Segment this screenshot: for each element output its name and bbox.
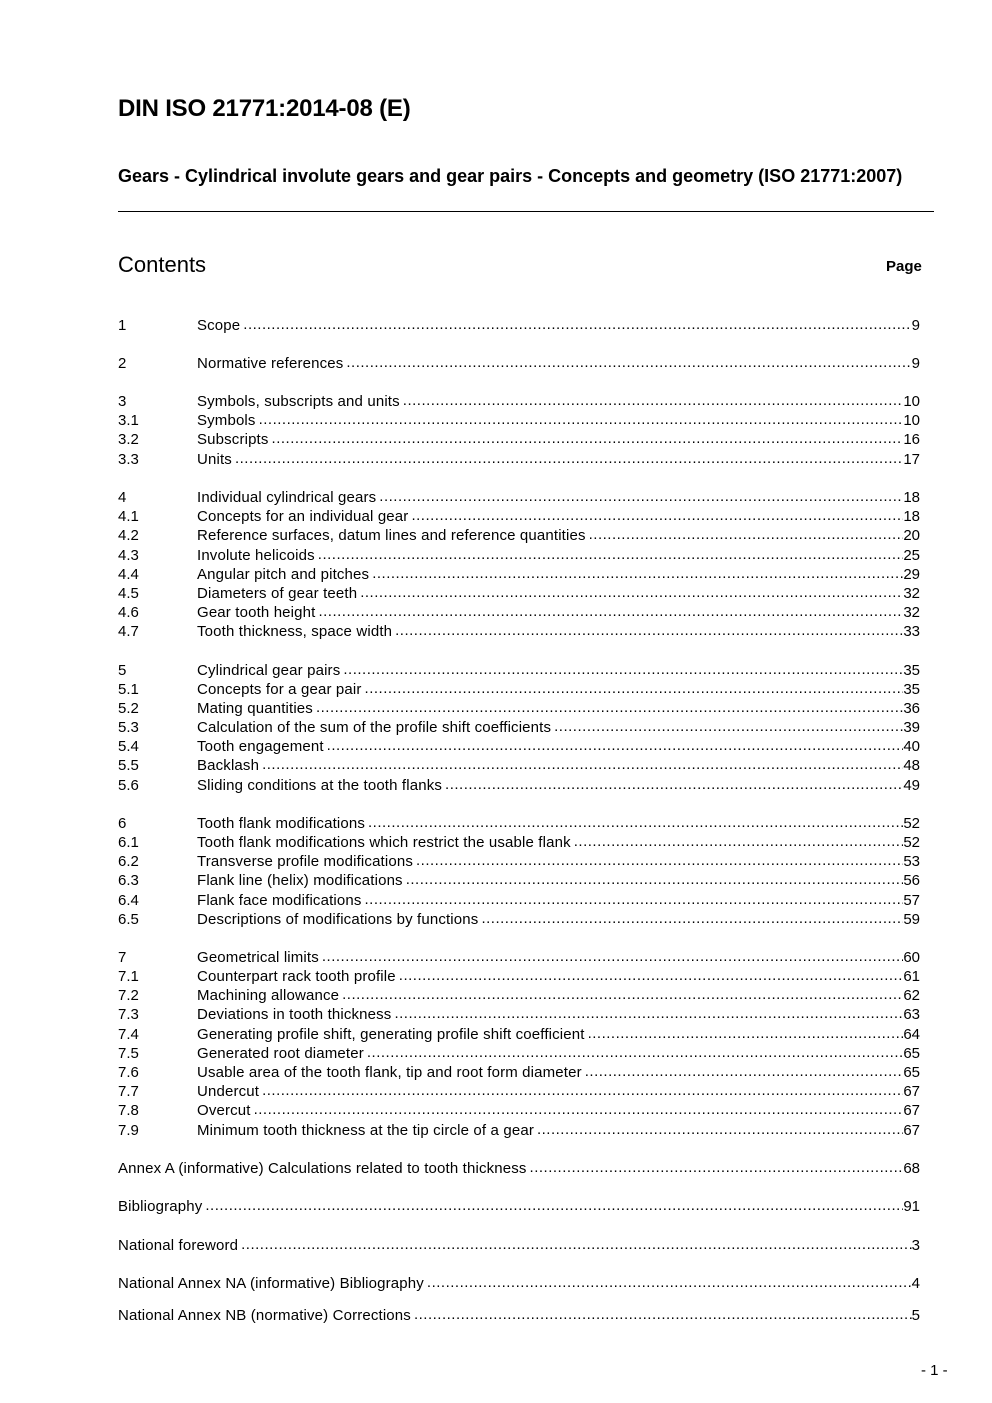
toc-entry[interactable] [118,1044,920,1063]
toc-entry-page: 67 [903,1102,920,1119]
toc-entry-label: Normative references [197,355,344,372]
toc-dot-leader [322,947,903,966]
toc-entry-number: 6.3 [118,872,139,889]
toc-entry-label: Backlash [197,757,260,774]
toc-dot-leader [241,1235,912,1254]
toc-entry-number: 7.8 [118,1102,139,1119]
toc-entry-label: Transverse profile modifications [197,853,413,870]
toc-dot-leader [427,1273,912,1292]
toc-entry-page: 20 [903,527,920,544]
toc-entry-label: Subscripts [197,431,269,448]
toc-entry[interactable] [118,661,920,680]
toc-entry[interactable] [118,1025,920,1044]
toc-entry-number: 1 [118,317,127,334]
toc-entry-label: National Annex NB (normative) Corrections [118,1307,411,1324]
toc-entry-number: 7.6 [118,1064,139,1081]
toc-dot-leader [367,1043,903,1062]
toc-entry-number: 6.4 [118,892,139,909]
toc-dot-leader [403,391,904,410]
page-number: - 1 - [921,1362,948,1379]
toc-entry[interactable] [118,392,920,411]
toc-entry-number: 7.1 [118,968,139,985]
toc-entry-page: 3 [911,1237,920,1254]
toc-entry-page: 17 [903,451,920,468]
toc-entry-page: 68 [903,1160,920,1177]
toc-entry-label: Mating quantities [197,700,313,717]
toc-entry-label: Tooth flank modifications [197,815,366,832]
toc-entry-page: 48 [903,757,920,774]
toc-entry-page: 4 [911,1275,920,1292]
toc-entry-label: Concepts for an individual gear [197,508,409,525]
toc-entry[interactable] [118,1005,920,1024]
toc-entry-label: Sliding conditions at the tooth flanks [197,777,443,794]
toc-entry-page: 61 [903,968,920,985]
toc-entry[interactable] [118,833,920,852]
toc-entry[interactable] [118,737,920,756]
toc-entry-number: 5 [118,662,127,679]
toc-entry-number: 5.4 [118,738,139,755]
toc-entry[interactable] [118,948,920,967]
toc-entry-label: Counterpart rack tooth profile [197,968,396,985]
toc-entry-label: Flank face modifications [197,892,362,909]
toc-entry-number: 7.2 [118,987,139,1004]
toc-entry[interactable] [118,1101,920,1120]
toc-entry[interactable] [118,699,920,718]
toc-entry-number: 5.2 [118,700,139,717]
toc-entry-label: Diameters of gear teeth [197,585,358,602]
toc-entry-page: 52 [903,815,920,832]
toc-dot-leader [342,985,903,1004]
toc-dot-leader [530,1158,904,1177]
toc-entry[interactable] [118,546,920,565]
toc-dot-leader [395,621,903,640]
toc-dot-leader [235,449,903,468]
toc-entry-label: Scope [197,317,241,334]
toc-entry-annex[interactable] [118,1236,920,1255]
toc-entry[interactable] [118,430,920,449]
toc-entry[interactable] [118,488,920,507]
toc-entry-number: 4 [118,489,127,506]
document-title: DIN ISO 21771:2014-08 (E) [118,95,411,122]
toc-entry-page: 52 [903,834,920,851]
toc-entry[interactable] [118,776,920,795]
toc-dot-leader [272,429,904,448]
toc-entry-number: 3.1 [118,412,139,429]
toc-dot-leader [537,1120,903,1139]
toc-entry[interactable] [118,910,920,929]
toc-entry-page: 10 [903,412,920,429]
toc-dot-leader [254,1100,904,1119]
toc-entry-label: Generating profile shift, generating profile shift coefficient [197,1026,585,1043]
toc-dot-leader [262,755,903,774]
toc-entry-number: 7.9 [118,1122,139,1139]
toc-entry-page: 9 [911,317,920,334]
toc-entry-number: 4.6 [118,604,139,621]
toc-entry-label: Flank line (helix) modifications [197,872,403,889]
title-rule [118,211,934,212]
toc-entry-page: 62 [903,987,920,1004]
toc-entry-annex[interactable] [118,1306,920,1325]
toc-entry-number: 4.5 [118,585,139,602]
toc-entry-number: 5.1 [118,681,139,698]
toc-dot-leader [318,602,903,621]
toc-entry[interactable] [118,1063,920,1082]
toc-entry-label: Bibliography [118,1198,203,1215]
toc-entry-number: 7.7 [118,1083,139,1100]
toc-dot-leader [554,717,903,736]
toc-entry[interactable] [118,871,920,890]
toc-entry-number: 4.3 [118,547,139,564]
toc-entry[interactable] [118,354,920,373]
toc-dot-leader [346,353,911,372]
toc-entry-label: Tooth thickness, space width [197,623,393,640]
page-column-heading: Page [886,258,922,275]
toc-dot-leader [365,890,904,909]
toc-entry-label: Machining allowance [197,987,340,1004]
toc-entry-number: 2 [118,355,127,372]
toc-entry-number: 7.4 [118,1026,139,1043]
toc-entry-label: Angular pitch and pitches [197,566,370,583]
toc-dot-leader [343,660,903,679]
toc-dot-leader [416,851,903,870]
toc-dot-leader [574,832,904,851]
toc-entry-label: Units [197,451,232,468]
toc-entry-number: 6.5 [118,911,139,928]
toc-entry[interactable] [118,565,920,584]
toc-entry-number: 6 [118,815,127,832]
toc-entry-label: Tooth engagement [197,738,324,755]
toc-dot-leader [481,909,903,928]
toc-dot-leader [445,775,903,794]
toc-entry-page: 18 [903,489,920,506]
toc-entry-number: 7 [118,949,127,966]
toc-dot-leader [368,813,903,832]
toc-entry-number: 6.1 [118,834,139,851]
toc-entry-page: 53 [903,853,920,870]
toc-entry[interactable] [118,1121,920,1140]
toc-entry-page: 64 [903,1026,920,1043]
toc-entry[interactable] [118,852,920,871]
toc-entry-label: Gear tooth height [197,604,316,621]
toc-entry-number: 3.3 [118,451,139,468]
toc-entry-page: 40 [903,738,920,755]
toc-entry[interactable] [118,507,920,526]
toc-entry-page: 56 [903,872,920,889]
toc-dot-leader [205,1196,903,1215]
toc-entry-label: National foreword [118,1237,239,1254]
toc-entry-page: 29 [903,566,920,583]
document-subtitle: Gears - Cylindrical involute gears and gear pairs - Concepts and geometry (ISO 21771:2007) [118,166,903,186]
toc-dot-leader [414,1305,912,1324]
toc-entry-label: Geometrical limits [197,949,319,966]
toc-dot-leader [379,487,903,506]
toc-entry-page: 16 [903,431,920,448]
toc-dot-leader [365,679,904,698]
toc-entry-label: Reference surfaces, datum lines and reference quantities [197,527,586,544]
toc-entry-number: 4.2 [118,527,139,544]
toc-entry-label: Annex A (informative) Calculations related to tooth thickness [118,1160,527,1177]
toc-entry-page: 36 [903,700,920,717]
toc-entry-label: Usable area of the tooth flank, tip and root form diameter [197,1064,582,1081]
toc-dot-leader [588,1024,904,1043]
toc-entry[interactable] [118,680,920,699]
toc-dot-leader [372,564,903,583]
toc-entry-number: 5.3 [118,719,139,736]
toc-entry-label: Descriptions of modifications by functions [197,911,479,928]
toc-entry[interactable] [118,1082,920,1101]
toc-entry[interactable] [118,756,920,775]
toc-entry-page: 32 [903,604,920,621]
toc-entry-label: Cylindrical gear pairs [197,662,341,679]
toc-entry-number: 3.2 [118,431,139,448]
toc-dot-leader [360,583,903,602]
toc-entry-page: 65 [903,1064,920,1081]
toc-entry[interactable] [118,603,920,622]
toc-entry-number: 5.6 [118,777,139,794]
toc-entry-page: 33 [903,623,920,640]
contents-heading: Contents [118,252,207,277]
toc-entry-annex[interactable] [118,1274,920,1293]
toc-entry-label: Symbols, subscripts and units [197,393,400,410]
toc-entry[interactable] [118,967,920,986]
toc-entry-label: Undercut [197,1083,260,1100]
toc-dot-leader [327,736,904,755]
toc-entry[interactable] [118,411,920,430]
toc-entry[interactable] [118,450,920,469]
toc-entry-annex[interactable] [118,1197,920,1216]
toc-entry-label: National Annex NA (informative) Bibliography [118,1275,424,1292]
toc-entry[interactable] [118,584,920,603]
toc-entry-page: 39 [903,719,920,736]
toc-entry-label: Tooth flank modifications which restrict the usable flank [197,834,571,851]
toc-entry-page: 35 [903,662,920,679]
toc-entry-page: 5 [911,1307,920,1324]
toc-dot-leader [585,1062,904,1081]
toc-entry-label: Calculation of the sum of the profile shift coefficients [197,719,552,736]
toc-entry-label: Generated root diameter [197,1045,364,1062]
toc-entry-label: Minimum tooth thickness at the tip circle of a gear [197,1122,534,1139]
toc-dot-leader [259,410,904,429]
toc-entry-number: 5.5 [118,757,139,774]
toc-entry[interactable] [118,814,920,833]
toc-entry-label: Involute helicoids [197,547,315,564]
toc-entry[interactable] [118,986,920,1005]
toc-entry-number: 4.1 [118,508,139,525]
toc-entry-page: 10 [903,393,920,410]
toc-entry-page: 59 [903,911,920,928]
toc-entry-page: 91 [903,1198,920,1215]
toc-dot-leader [243,315,911,334]
toc-entry-label: Individual cylindrical gears [197,489,377,506]
toc-entry-page: 35 [903,681,920,698]
toc-entry-page: 67 [903,1083,920,1100]
toc-entry-page: 49 [903,777,920,794]
toc-entry-number: 4.7 [118,623,139,640]
toc-entry-number: 4.4 [118,566,139,583]
toc-entry[interactable] [118,526,920,545]
toc-dot-leader [589,525,904,544]
toc-dot-leader [318,545,904,564]
toc-entry-page: 32 [903,585,920,602]
toc-entry-label: Concepts for a gear pair [197,681,362,698]
toc-entry[interactable] [118,622,920,641]
toc-entry-number: 7.3 [118,1006,139,1023]
toc-dot-leader [316,698,903,717]
toc-entry-label: Symbols [197,412,256,429]
toc-dot-leader [262,1081,903,1100]
toc-dot-leader [406,870,904,889]
toc-entry-label: Overcut [197,1102,251,1119]
toc-dot-leader [411,506,903,525]
toc-entry-page: 57 [903,892,920,909]
toc-entry-number: 7.5 [118,1045,139,1062]
toc-entry[interactable] [118,718,920,737]
toc-entry-page: 25 [903,547,920,564]
toc-entry-page: 18 [903,508,920,525]
toc-dot-leader [399,966,904,985]
toc-entry-annex[interactable] [118,1159,920,1178]
toc-dot-leader [394,1004,903,1023]
toc-entry-page: 9 [911,355,920,372]
toc-entry-number: 3 [118,393,127,410]
toc-entry-number: 6.2 [118,853,139,870]
toc-entry-page: 67 [903,1122,920,1139]
toc-entry[interactable] [118,891,920,910]
toc-entry-page: 60 [903,949,920,966]
toc-entry-label: Deviations in tooth thickness [197,1006,392,1023]
toc-entry-page: 65 [903,1045,920,1062]
toc-entry[interactable] [118,316,920,335]
toc-entry-page: 63 [903,1006,920,1023]
